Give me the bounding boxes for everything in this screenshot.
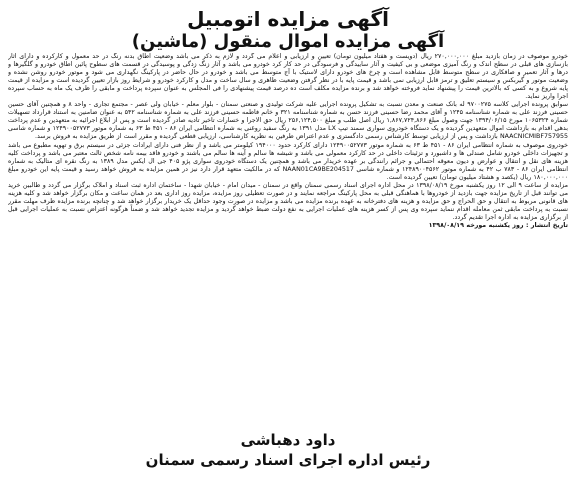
signatory-title: رئیس اداره اجرای اسناد رسمی سمنان bbox=[145, 451, 431, 469]
publication-date: تاریخ انتشار : روز یکشنبه مورخه ۱۳۹۸/۰۸/۱۹ bbox=[428, 221, 568, 229]
body-paragraph-2: سوابق پرونده اجرایی کلاسه ۹۷۰۰۲۷۵ له بانک صنعت و معدن نسبت به تشکیل پرونده اجرایی علیه شرکت تولیدی و صنعتی سمنان - بلوار معلم - خیابان ولی عصر - مجتمع تجاری - واحد ۸ و همچنین آقای حسین حسینی فرزند علی به شماره شناسنامه ۱۲۴۵ و آقای محمد رضا حسینی فرزند حسن به شماره شناسنامه ۳۲۱ و خانم فاطمه حسینی فرزند علی به شماره شناسنامه ۵۴۲ به عنوان ضامنین به استناد قرارداد تسهیلات شماره ۱۰۶۵۳۲۴ مورخ ۱۳۹۴/۰۶/۱۵ جهت وصول مبلغ ۱,۸۶۷,۷۲۴,۸۶۶ ریال اصل طلب و مبلغ ۲۵۶,۱۲۴,۵۰۰ ریال حق الاجرا و خسارات تاخیر تادیه صادر گردیده است و پس از ابلاغ اجرائیه به متعهدین و عدم پرداخت بدهی اقدام به بازداشت اموال متعهدین گردیده و یک دستگاه خودروی سواری سمند تیپ LX مدل ۱۳۹۱ به رنگ سفید روغنی به شماره انتظامی ایران ۸۶ - ۴۵۱ ط ۶۳ به شماره موتور ۱۲۴۹۰۰۵۲۷۷۳ و شماره شاسی NAACNICMIBF757955 بازداشت و پس از ارزیابی توسط کارشناس رسمی دادگستری و عدم اعتراض طرفین به نظریه کارشناسی، ارزیابی قطعی گردیده و مقرر است از طریق مزایده به فروش برسد. bbox=[8, 101, 568, 141]
body-paragraph-1: خودرو موصوف در زمان بازدید مبلغ ۲۷۰,۰۰۰,۰۰۰ ریال (دویست و هفتاد میلیون تومان) تعیین و ارزیابی و اعلام می گردد و لازم به ذکر می باشد وضعیت اطاق بدنه رنگ در حد معمول و کارکرده و دارای آثار بازسازی های قبلی در سطح اندک و رنگ آمیزی موضعی و بی کیفیت و آثار ساییدگی و فرسودگی در حد کار کرد خودرو می باشد و آثار زنگ زدگی و پوسیدگی در قسمت های سطوح پائین اطاق خودرو و گلگیرها و درها و آثار تعمیر و صافکاری در سطح متوسط قابل مشاهده است و چرخ های خودرو دارای لاستیک با آج متوسط می باشد و خودرو در حال حاضر در پارکینگ نگهداری می شود و موتور خودرو روشن نشده و وضعیت موتور و گیربکس و سیستم تعلیق و ترمز قابل ارزیابی نمی باشد و قیمت پایه با در نظر گرفتن وضعیت ظاهری و سال ساخت و مدل و کارکرد خودرو و شرایط روز بازار تعیین گردیده است و مزایده از قیمت پایه شروع و به کسی که بالاترین قیمت را پیشنهاد نماید فروخته خواهد شد و برنده مزایده مکلف است ده درصد قیمت پیشنهادی را فی المجلس به عنوان سپرده پرداخت و مابقی را ظرف یک ماه به حساب سپرده اجرا واریز نماید. bbox=[8, 53, 568, 101]
body-paragraph-4: مزایده از ساعت ۹ الی ۱۲ روز یکشنبه مورخ ۱۳۹۸/۰۸/۱۹ در محل اداره اجرای اسناد رسمی سمنان واقع در سمنان - میدان امام - خیابان شهدا - ساختمان اداره ثبت اسناد و املاک برگزار می گردد و طالبین خرید می توانند قبل از تاریخ مزایده جهت بازدید از خودروها با هماهنگی قبلی به محل پارکینگ مراجعه نمایند و در صورت تعطیلی روز مزایده، مزایده روز اداری بعد در همان ساعت و مکان برگزار خواهد شد و کلیه هزینه های قانونی مربوط به انتقال و حق الحراج و حق مزایده و هزینه های دفترخانه به عهده برنده مزایده می باشد و مزایده در صورت وجود حداقل یک خریدار برگزار خواهد شد و چنانچه برنده مزایده ظرف مهلت مقرر نسبت به پرداخت مابقی ثمن معامله اقدام ننماید سپرده وی پس از کسر هزینه های عملیات اجرایی به نفع دولت ضبط خواهد گردید و مزایده تجدید خواهد شد و ضمناً هرگونه اعتراض نسبت به عملیات اجرایی قبل از برگزاری مزایده به اداره اجرا تقدیم گردد. bbox=[8, 181, 568, 221]
notice-body bbox=[8, 53, 568, 414]
signatory-name: داود دهباشی bbox=[240, 431, 336, 449]
notice-header bbox=[8, 5, 568, 53]
signature-block bbox=[8, 430, 568, 470]
auction-notice-page bbox=[8, 5, 568, 476]
notice-title: آگهی مزایده اتومبیل bbox=[187, 7, 389, 31]
body-paragraph-3: خودروی موصوف به شماره انتظامی ایران ۸۶ - ۴۵۱ ط ۶۳ به شماره موتور ۱۲۴۹۰۰۵۲۷۷۳ دارای کارکرد حدود ۱۹۴۰۰۰ کیلومتر می باشد و از نظر فنی دارای ایرادات جزئی در سیستم برق و تهویه مطبوع می باشد و تجهیزات داخلی خودرو شامل صندلی ها و داشبورد و تزئینات داخلی در حد کارکرد معمولی می باشد و شیشه ها سالم و آینه ها سالم می باشند و خودرو فاقد بیمه نامه شخص ثالث معتبر می باشد و پرداخت کلیه هزینه های نقل و انتقال و عوارض و دیون معوقه احتمالی و جرائم رانندگی بر عهده خریدار می باشد و همچنین یک دستگاه خودروی سواری پژو ۴۰۵ جی ال ایکس مدل ۱۳۸۹ به رنگ نقره ای متالیک به شماره انتظامی ایران ۸۶ - ۷۸۳ ب ۴۲ به شماره موتور ۱۲۴۸۹۰۰۴۵۶۲ و شماره شاسی NAAN01CA9BE204517 که در مالکیت متعهد قرار دارد نیز در همین مزایده به فروش خواهد رسید و قیمت پایه این خودرو مبلغ ۱۸۰,۰۰۰,۰۰۰ ریال (یکصد و هشتاد میلیون تومان) تعیین گردیده است. bbox=[8, 141, 568, 181]
notice-subtitle: آگهی مزایده اموال منقول (ماشین) bbox=[131, 31, 445, 52]
